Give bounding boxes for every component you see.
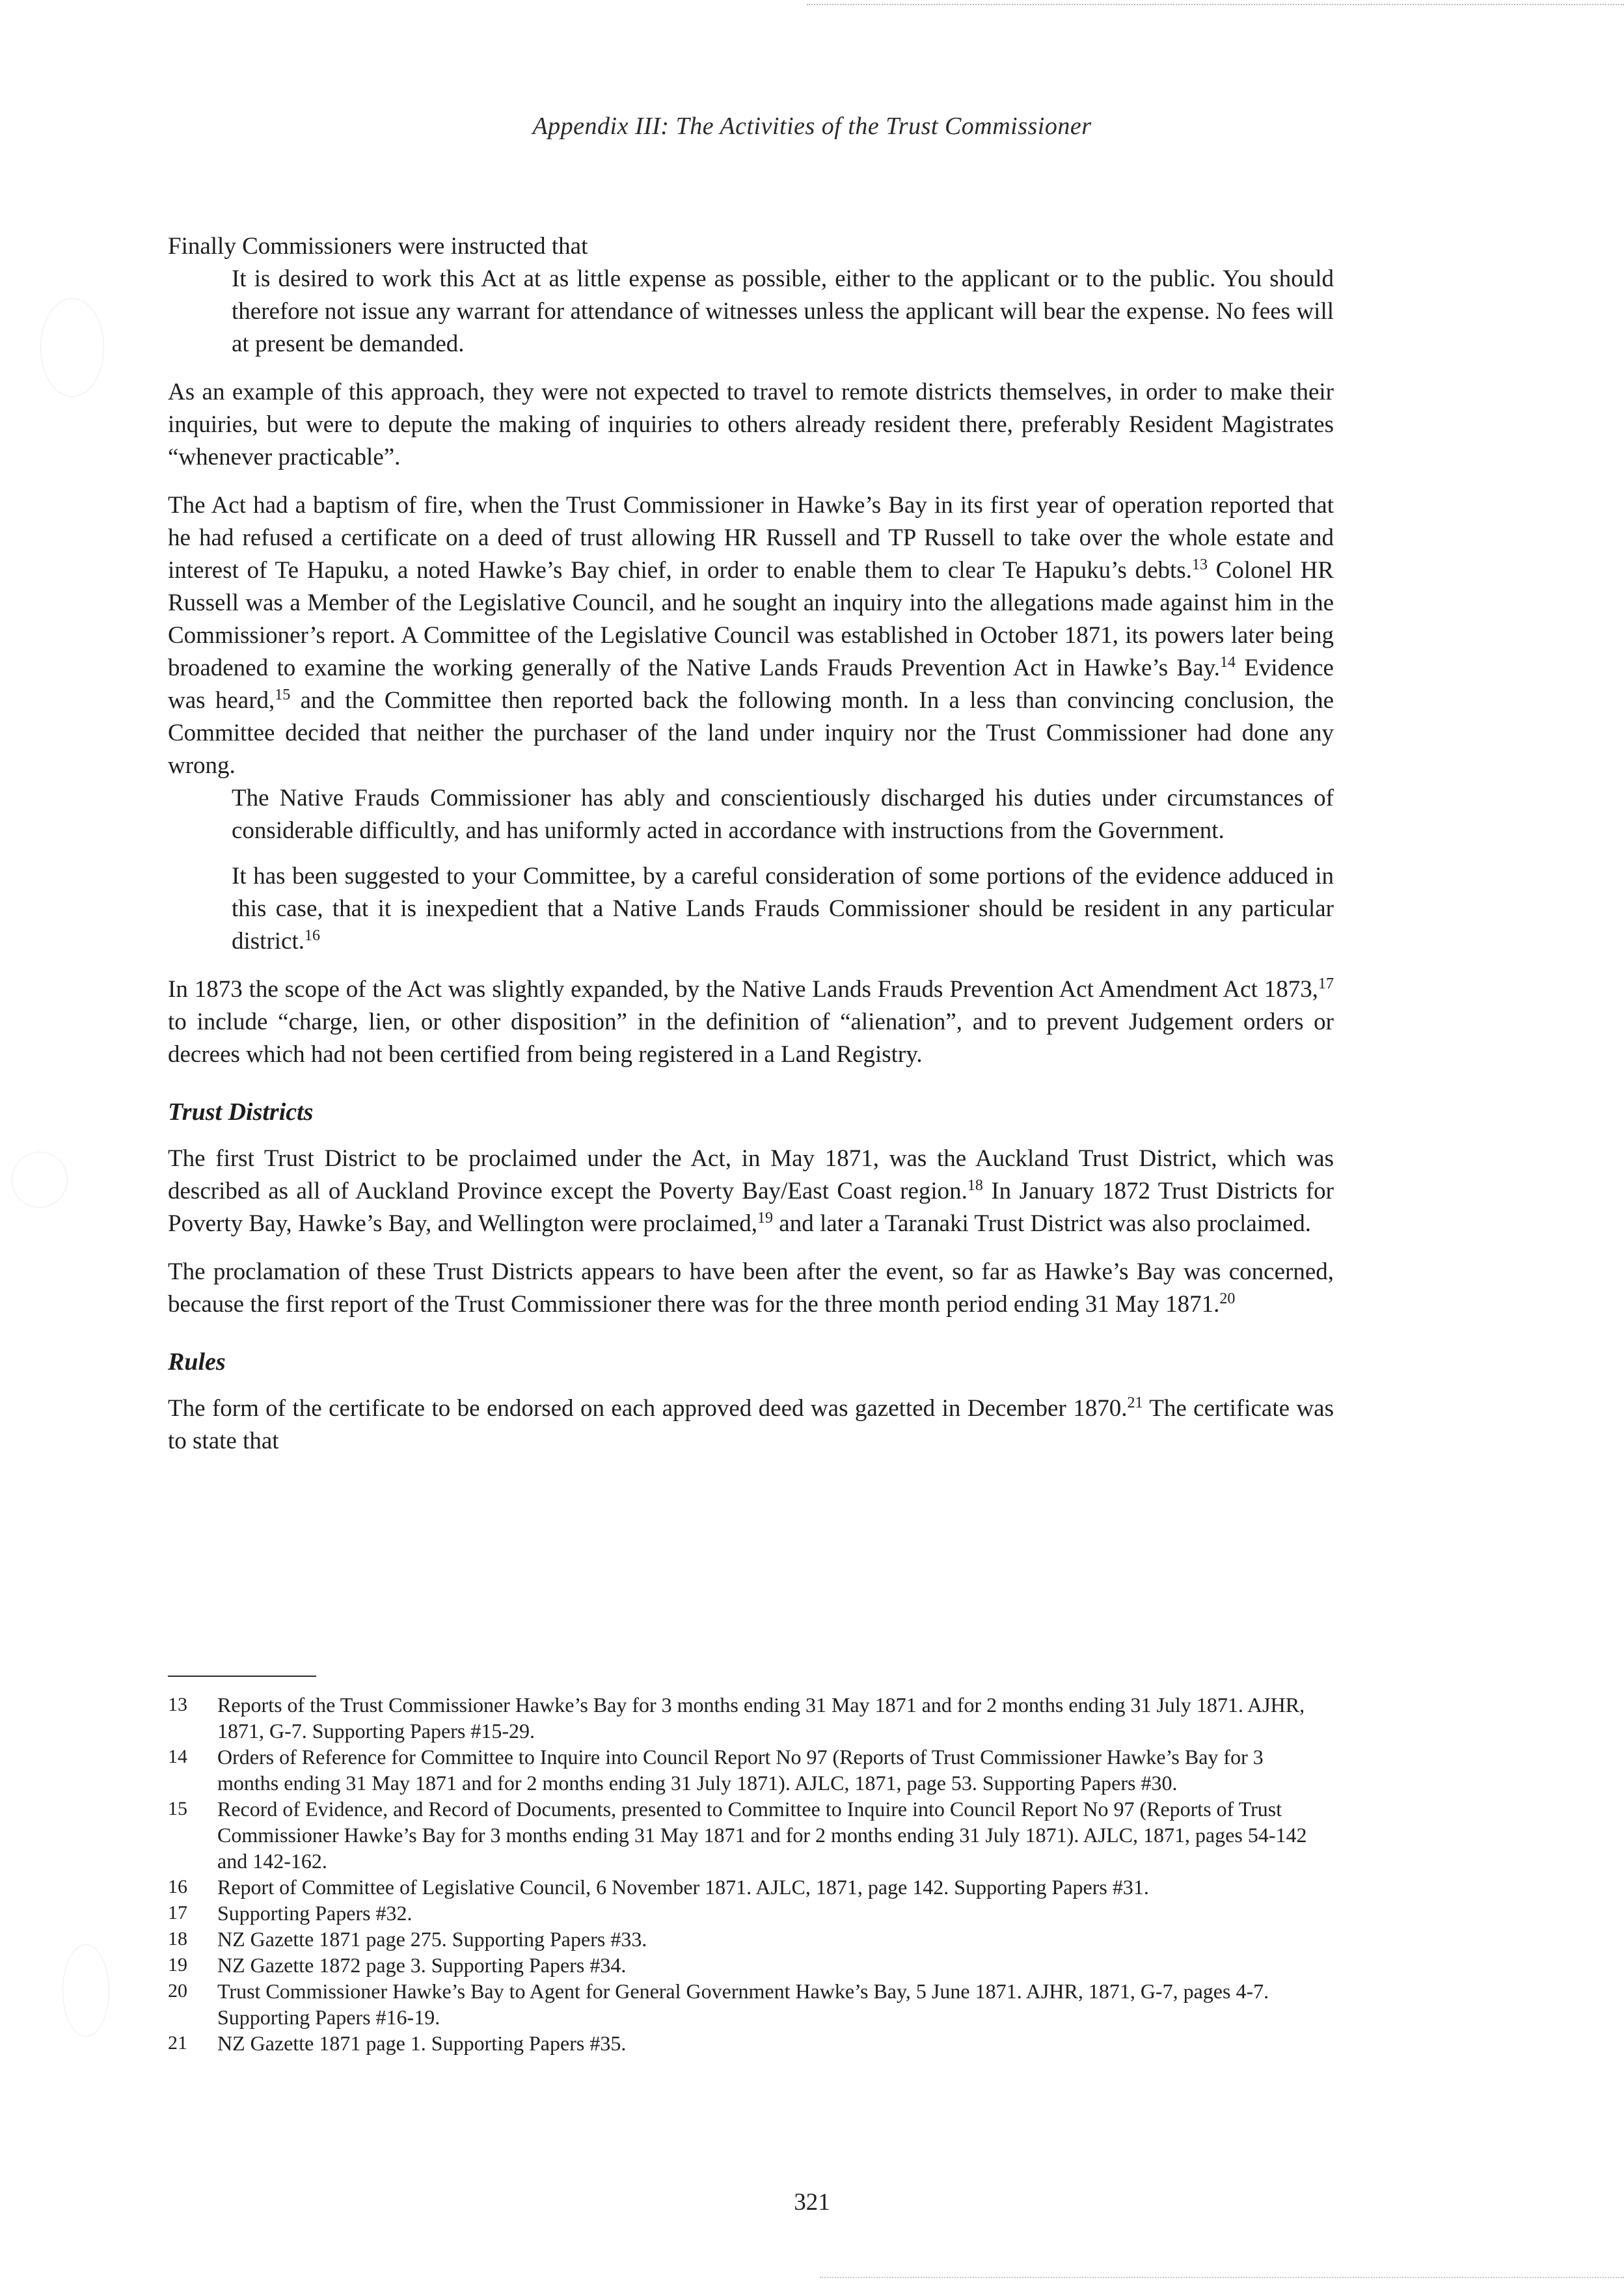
text-run: to include “charge, lien, or other disposition” in the definition of “alienation”, and to prevent Judgement orders or decrees which had not been certified from being registered in a Land Registry.	[168, 1009, 1334, 1068]
footnote-text: NZ Gazette 1871 page 275. Supporting Papers #33.	[217, 1927, 647, 1951]
footnote-text: Report of Committee of Legislative Council, 6 November 1871. AJLC, 1871, page 142. Supporting Papers #31.	[217, 1875, 1149, 1899]
text-run: Colonel HR Russell was a Member of the Legislative Council, and he sought an inquiry into the allegations made against him in the Commissioner’s report. A Committee of the Legislative Council was established in October 1871, its powers later being broadened to examine the working generally of the Native Lands Frauds Prevention Act in Hawke’s Bay.	[168, 557, 1334, 681]
footnote-text: Supporting Papers #32.	[217, 1901, 413, 1925]
paragraph-proclamation	[168, 1256, 1334, 1321]
section-heading-rules	[168, 1346, 1334, 1378]
text-run: Evidence was heard,	[168, 655, 1334, 714]
heading-text: Rules	[168, 1348, 226, 1376]
block-quote-committee	[232, 782, 1334, 958]
footnote	[168, 1978, 1326, 2030]
text-run: The Act had a baptism of fire, when the Trust Commissioner in Hawke’s Bay in its first year of operation reported that he had refused a certificate on a deed of trust allowing HR Russell and TP Russell to take over the whole estate and interest of Te Hapuku, a noted Hawke’s Bay chief, in order to enable them to clear Te Hapuku’s debts.	[168, 492, 1334, 584]
heading-text: Trust Districts	[168, 1098, 314, 1126]
footnote-ref-16: 16	[304, 927, 321, 944]
text-run: It has been suggested to your Committee, by a careful consideration of some portions of the evidence adduced in this case, that it is inexpedient that a Native Lands Frauds Commissioner should be resident in any particular district.	[232, 863, 1334, 955]
paragraph-certificate	[168, 1392, 1334, 1458]
footnote	[168, 1692, 1326, 1744]
footnote	[168, 1874, 1326, 1900]
footnote-text: Orders of Reference for Committee to Inquire into Council Report No 97 (Reports of Trust Commissioner Hawke’s Bay for 3 months ending 31 May 1871 and for 2 months ending 31 July 1871). AJLC, 1871, page 53. Supporting Papers #30.	[217, 1745, 1264, 1795]
scan-edge-bottom	[820, 2277, 1624, 2278]
footnote-text: NZ Gazette 1872 page 3. Supporting Papers #34.	[217, 1953, 627, 1977]
footnote-ref-17: 17	[1318, 975, 1334, 992]
text-run: In 1873 the scope of the Act was slightly expanded, by the Native Lands Frauds Prevention Act Amendment Act 1873,	[168, 976, 1318, 1003]
scan-edge-top	[807, 4, 1624, 5]
footnote-text: Reports of the Trust Commissioner Hawke’s Bay for 3 months ending 31 May 1871 and for 2 months ending 31 July 1871. AJHR, 1871, G-7. Supporting Papers #15-29.	[217, 1693, 1305, 1743]
quote-text: The Native Frauds Commissioner has ably and conscientiously discharged his duties under circumstances of considerable difficultly, and has uniformly acted in accordance with instructions from the Government.	[232, 785, 1334, 844]
footnote-number: 18	[168, 1928, 187, 1949]
footnote-number: 14	[168, 1746, 187, 1767]
block-quote-instructions	[232, 263, 1334, 360]
footnote-ref-19: 19	[757, 1210, 774, 1227]
footnote-ref-15: 15	[275, 686, 291, 703]
footnote-ref-18: 18	[967, 1177, 983, 1194]
footnote	[168, 1744, 1326, 1796]
page-number: 321	[794, 2189, 830, 2216]
text-run: and the Committee then reported back the following month. In a less than convincing conclusion, the Committee decided that neither the purchaser of the land under inquiry nor the Trust Commissioner had done any wrong.	[168, 687, 1334, 779]
text-run: The proclamation of these Trust Districts appears to have been after the event, so far as Hawke’s Bay was concerned, because the first report of the Trust Commissioner there was for the three month period ending 31 May 1871.	[168, 1258, 1334, 1318]
text-run: The certificate was to state that	[168, 1395, 1334, 1454]
body-text	[168, 230, 1334, 1473]
footnote-ref-21: 21	[1127, 1394, 1143, 1411]
footnote-ref-14: 14	[1219, 654, 1236, 671]
footnote	[168, 1926, 1326, 1952]
quote-text: It is desired to work this Act at as little expense as possible, either to the applicant or to the public. You should therefore not issue any warrant for attendance of witnesses unless the applicant will bear the expense. No fees will at present be demanded.	[232, 265, 1334, 357]
paragraph-amendment	[168, 973, 1334, 1071]
footnote	[168, 2030, 1326, 2056]
text-run: and later a Taranaki Trust District was also proclaimed.	[773, 1210, 1312, 1237]
quote-text	[232, 860, 1334, 958]
section-heading-trust-districts	[168, 1096, 1334, 1128]
footnote-number: 16	[168, 1876, 187, 1897]
footnote-separator	[168, 1676, 316, 1677]
footnote-text: Record of Evidence, and Record of Documents, presented to Committee to Inquire into Council Report No 97 (Reports of Trust Commissioner Hawke’s Bay for 3 months ending 31 May 1871 and for 2 months ending 31 July 1871). AJLC, 1871, pages 54-142 and 142-162.	[217, 1797, 1307, 1873]
running-head: Appendix III: The Activities of the Trust Commissioner	[532, 113, 1092, 140]
footnote-number: 13	[168, 1694, 187, 1715]
scan-artifact	[40, 298, 104, 397]
footnote-ref-20: 20	[1219, 1290, 1236, 1307]
footnote-number: 15	[168, 1798, 187, 1819]
paragraph-intro: Finally Commissioners were instructed that	[168, 233, 588, 260]
footnote	[168, 1900, 1326, 1926]
paragraph-trust-districts	[168, 1143, 1334, 1240]
footnote-text: Trust Commissioner Hawke’s Bay to Agent for General Government Hawke’s Bay, 5 June 1871. AJHR, 1871, G-7, pages 4-7. Supporting Papers #16-19.	[217, 1979, 1269, 2029]
footnote	[168, 1796, 1326, 1874]
footnote-number: 20	[168, 1980, 187, 2002]
paragraph-approach: As an example of this approach, they were not expected to travel to remote districts themselves, in order to make their inquiries, but were to depute the making of inquiries to others already resident there, preferably Resident Magistrates “whenever practicable”.	[168, 379, 1334, 470]
text-run: In January 1872 Trust Districts for Poverty Bay, Hawke’s Bay, and Wellington were proclaimed,	[168, 1178, 1334, 1237]
footnote-number: 21	[168, 2032, 187, 2054]
footnote-number: 19	[168, 1954, 187, 1976]
text-run: The form of the certificate to be endorsed on each approved deed was gazetted in December 1870.	[168, 1395, 1128, 1422]
footnote-text: NZ Gazette 1871 page 1. Supporting Papers #35.	[217, 2031, 627, 2055]
paragraph-baptism-of-fire	[168, 489, 1334, 782]
scan-artifact	[12, 1152, 68, 1208]
text-run: The first Trust District to be proclaimed under the Act, in May 1871, was the Auckland Trust District, which was described as all of Auckland Province except the Poverty Bay/East Coast region.	[168, 1145, 1334, 1204]
scan-artifact	[62, 1944, 109, 2037]
footnote-ref-13: 13	[1191, 556, 1208, 573]
footnote-number: 17	[168, 1902, 187, 1923]
footnote	[168, 1952, 1326, 1978]
footnotes	[168, 1692, 1326, 2056]
